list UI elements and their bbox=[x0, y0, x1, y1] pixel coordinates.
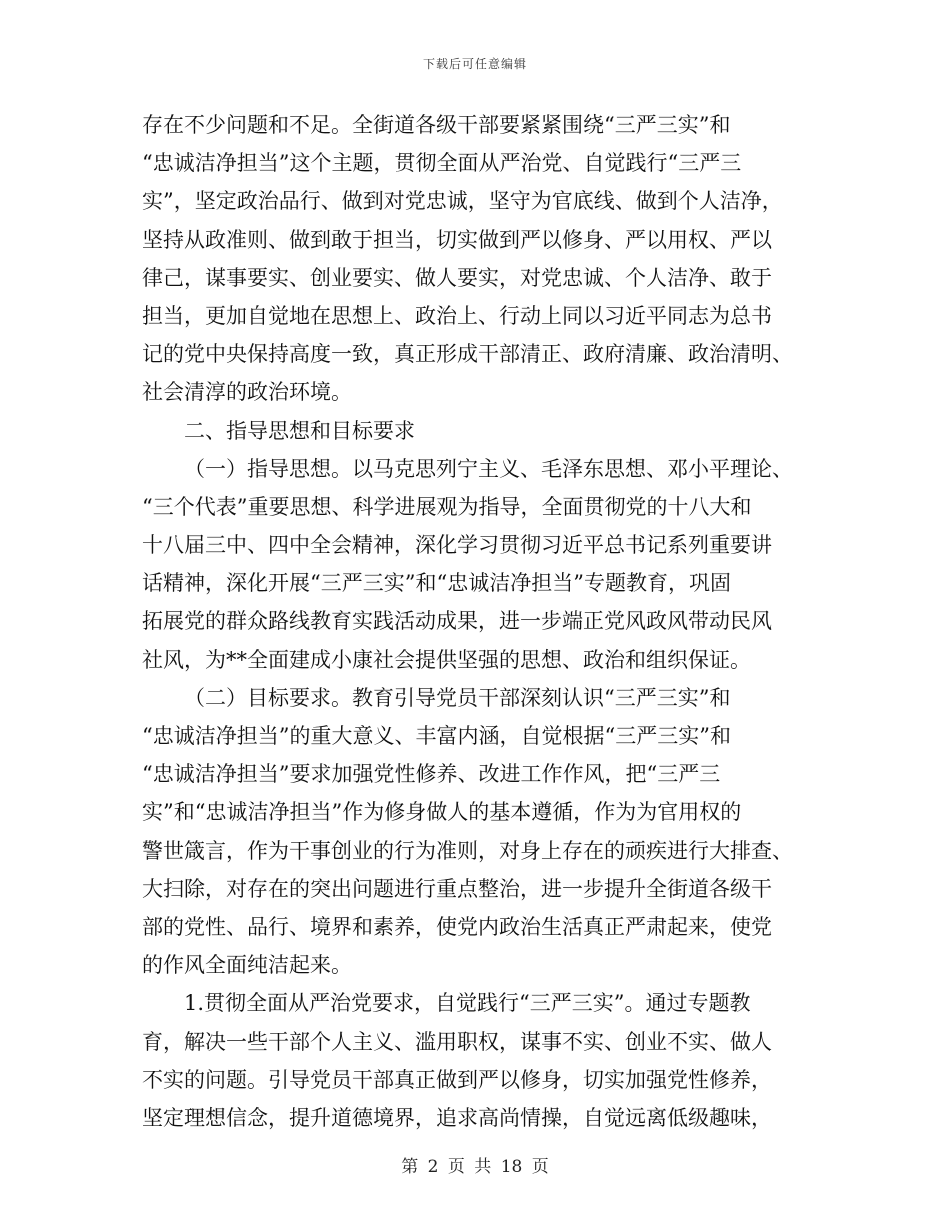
body-line: 十八届三中、四中全会精神，深化学习贯彻习近平总书记系列重要讲 bbox=[142, 533, 772, 558]
body-line: 大扫除，对存在的突出问题进行重点整治，进一步提升全街道各级干 bbox=[142, 876, 772, 901]
body-line: （二）目标要求。教育引导党员干部深刻认识“三严三实”和 bbox=[184, 685, 731, 710]
body-line: 坚定理想信念，提升道德境界，追求高尚情操，自觉远离低级趣味， bbox=[142, 1105, 772, 1130]
body-line: 实”，坚定政治品行、做到对党忠诚，坚守为官底线、做到个人洁净， bbox=[142, 189, 783, 214]
body-line: 社会清淳的政治环境。 bbox=[142, 380, 352, 405]
body-line: （一）指导思想。以马克思列宁主义、毛泽东思想、邓小平理论、 bbox=[184, 456, 793, 481]
body-line: 存在不少问题和不足。全街道各级干部要紧紧围绕“三严三实”和 bbox=[142, 113, 731, 137]
body-line: 拓展党的群众路线教育实践活动成果，进一步端正党风政风带动民风 bbox=[142, 609, 772, 634]
page-footer: 第 2 页 共 18 页 bbox=[401, 1157, 549, 1177]
body-line: 律己，谋事要实、创业要实、做人要实，对党忠诚、个人洁净、敢于 bbox=[142, 265, 772, 290]
body-line: 不实的问题。引导党员干部真正做到严以修身，切实加强党性修养， bbox=[142, 1067, 772, 1092]
body-line: “忠诚洁净担当”这个主题，贯彻全面从严治党、自觉践行“三严三 bbox=[142, 151, 742, 176]
body-line: 1.贯彻全面从严治党要求，自觉践行“三严三实”。通过专题教 bbox=[184, 991, 751, 1016]
body-line: 部的党性、品行、境界和素养，使党内政治生活真正严肃起来，使党 bbox=[142, 914, 772, 939]
section-heading: 二、指导思想和目标要求 bbox=[184, 418, 415, 443]
body-line: 警世箴言，作为干事创业的行为准则，对身上存在的顽疾进行大排查、 bbox=[142, 838, 793, 863]
body-line: “三个代表”重要思想、科学进展观为指导，全面贯彻党的十八大和 bbox=[142, 494, 752, 519]
document-body bbox=[142, 106, 810, 1137]
body-line: 的作风全面纯洁起来。 bbox=[142, 953, 352, 978]
body-line: 记的党中央保持高度一致，真正形成干部清正、政府清廉、政治清明、 bbox=[142, 342, 793, 367]
body-line: 话精神，深化开展“三严三实”和“忠诚洁净担当”专题教育，巩固 bbox=[142, 571, 731, 596]
body-line: 育，解决一些干部个人主义、滥用职权，谋事不实、创业不实、做人 bbox=[142, 1029, 772, 1054]
body-line: 社风，为**全面建成小康社会提供坚强的思想、政治和组织保证。 bbox=[142, 647, 751, 672]
page-header: 下载后可任意编辑 bbox=[422, 57, 527, 71]
body-line: 担当，更加自觉地在思想上、政治上、行动上同以习近平同志为总书 bbox=[142, 303, 772, 328]
body-line: 坚持从政准则、做到敢于担当，切实做到严以修身、严以用权、严以 bbox=[142, 227, 772, 252]
body-line: “忠诚洁净担当”要求加强党性修养、改进工作作风，把“三严三 bbox=[142, 762, 721, 787]
body-line: “忠诚洁净担当”的重大意义、丰富内涵，自觉根据“三严三实”和 bbox=[142, 724, 731, 748]
body-line: 实”和“忠诚洁净担当”作为修身做人的基本遵循，作为为官用权的 bbox=[142, 800, 742, 825]
